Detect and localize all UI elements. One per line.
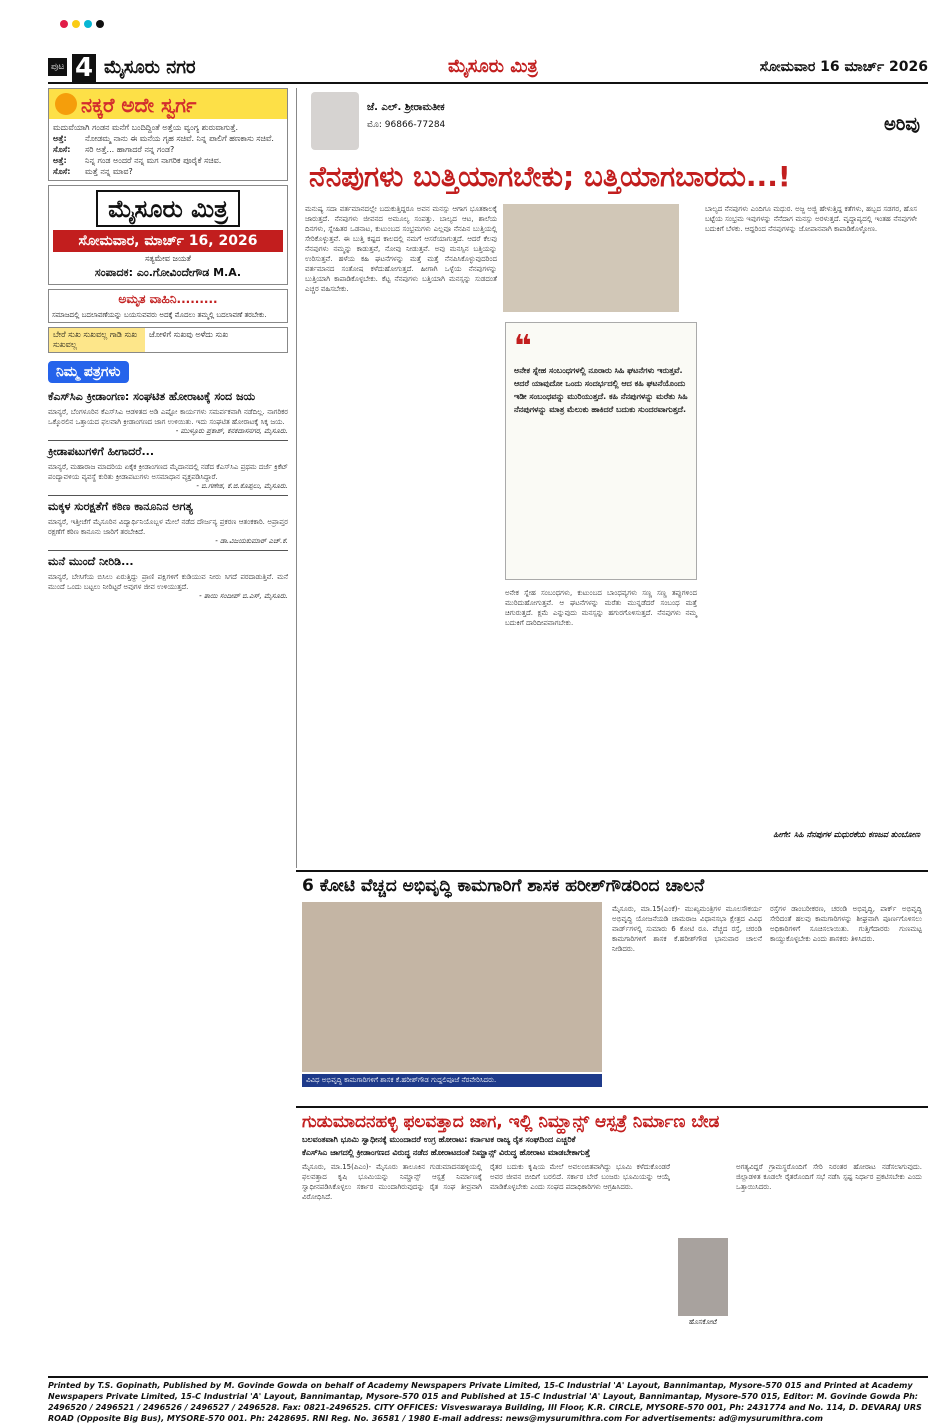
news-column-2: ರೈತರ ಬದುಕು ಕೃಷಿಯ ಮೇಲೆ ಅವಲಂಬಿತವಾಗಿದ್ದು ಭೂಮಿ ಕಳೆದುಕೊಂಡರೆ ಅವರ ಜೀವನ ಬೀದಿಗೆ ಬರಲಿದೆ. ಸರ್ಕಾರ ಬೇರೆ ಬಂಜರು ಭೂಮಿಯನ್ನು ಆಯ್ಕೆ ಮಾಡಿಕೊಳ್ಳಬೇಕು ಎಂದು ಸಂಘದ ಪದಾಧಿಕಾರಿಗಳು ಆಗ್ರಹಿಸಿದರು. (490, 1163, 670, 1191)
letter-signature: - ಬಿ.ಗಣೇಶ, ಕೆ.ಜಿ.ಕೊಪ್ಪಲು, ಮೈಸೂರು. (196, 482, 288, 490)
feature-closing: ಹೀಗೇ: ಸಿಹಿ ನೆನಪುಗಳ ಮಧುರಕೆಯ ಕಣಜವ ತುಂಬೋಣ (773, 830, 920, 839)
dialogue-line: ಸೊಸೆ: ಸರಿ ಅತ್ತೆ... ಹಾಗಾದರೆ ನನ್ನ ಗಂಡ? (53, 145, 175, 154)
cartoon-box-header (49, 89, 287, 119)
divider (48, 550, 288, 551)
page-tag: ಪುಟ (48, 58, 67, 76)
page-number: 4 (72, 54, 96, 82)
news-column-1: ಮೈಸೂರು, ಮಾ.15(ಪಿಎಂ)- ಮೈಸೂರು ತಾಲೂಕಿನ ಗುಡುಮಾದನಹಳ್ಳಿಯಲ್ಲಿ ಫಲವತ್ತಾದ ಕೃಷಿ ಭೂಮಿಯನ್ನು ನಿಮ್ಹಾನ್ಸ್ ಆಸ್ಪತ್ರೆ ನಿರ್ಮಾಣಕ್ಕೆ ಸ್ವಾಧೀನಪಡಿಸಿಕೊಳ್ಳಲು ಸರ್ಕಾರ ಮುಂದಾಗಿರುವುದನ್ನು ರೈತ ಸಂಘ ತೀವ್ರವಾಗಿ ವಿರೋಧಿಸಿದೆ. (302, 1163, 482, 1201)
feature-column-2: ಅನೇಕ ಸ್ನೇಹ ಸಂಬಂಧಗಳು, ಕುಟುಂಬದ ಬಾಂಧವ್ಯಗಳು ಸಣ್ಣ ಸಣ್ಣ ತಪ್ಪುಗಳಿಂದ ಮುರಿದುಹೋಗುತ್ತವೆ. ಆ ಘಟನೆಗಳನ್ನು ಮರೆತು ಮುನ್ನಡೆದರೆ ಸಂಬಂಧ ಮತ್ತೆ ಚಿಗುರುತ್ತದೆ. ಕ್ಷಮೆ ಎನ್ನುವುದು ಮನಸ್ಸನ್ನು ಹಗುರಗೊಳಿಸುತ್ತದೆ. ನೆನಪುಗಳು ನಮ್ಮ ಬದುಕಿಗೆ ದಾರಿದೀಪವಾಗಬೇಕು. (505, 589, 697, 627)
section-title: ಮೈಸೂರು ನಗರ (104, 57, 196, 78)
news-article-development (296, 870, 928, 1100)
dialogue-line: ಅತ್ತೆ: ನೋಡಮ್ಮ ನಾನು ಈ ಮನೆಯ ಗೃಹ ಸಚಿವೆ. ನಿನ್ನ ಪಾಲಿಗೆ ಹಣಕಾಸು ಸಚಿವೆ. (53, 134, 274, 143)
family-photo (503, 204, 679, 312)
letter-body: ಮಾನ್ಯರೆ, ಬೆಂಗಳೂರಿನ ಕೆಎಸ್‌ಸಿಎ ಆಡಳಿತದ ಅಡಿ ಎಷ್ಟೋ ಕಾರ್ಯಗಳು ಸಮರ್ಪಕವಾಗಿ ನಡೆದಿಲ್ಲ. ನಾಗರಿಕರ ಒಕ್ಕೊರಲಿನ ಒತ್ತಾಯದ ಫಲವಾಗಿ ಕ್ರೀಡಾಂಗಣದ ಜಾಗ ಉಳಿಯಿತು. ಇದು ಸಂಘಟಿತ ಹೋರಾಟಕ್ಕೆ ಸಿಕ್ಕ ಜಯ. (48, 408, 288, 426)
pull-quote (505, 322, 697, 580)
dialogue-line: ಸೊಸೆ: ಮತ್ತೆ ನನ್ನ ಮಾವ? (53, 167, 133, 176)
letter-item (48, 500, 288, 546)
proverb-strip (48, 327, 288, 353)
quote-mark-icon: ❝ (514, 329, 532, 364)
news-article-nimhans (296, 1106, 928, 1372)
registration-mark (96, 20, 104, 28)
letter-body: ಮಾನ್ಯರೆ, ಮಹಾರಾಜ ಮಾದರಿಯ ಏಕೈಕ ಕ್ರೀಡಾಂಗಣದ ಮೈದಾನದಲ್ಲಿ ನಡೆದ ಕೆಎಸ್‌ಸಿಎ ಪ್ರಥಮ ದರ್ಜೆ ಕ್ರಿಕೆಟ್ ಪಂದ್ಯಾವಳಿಯ ವ್ಯವಸ್ಥೆ ಕುರಿತು ಕ್ರೀಡಾಪಟುಗಳು ಅಸಮಾಧಾನ ವ್ಯಕ್ತಪಡಿಸಿದ್ದಾರೆ. (48, 463, 288, 481)
left-column (48, 88, 288, 601)
letter-title: ಕೆಎಸ್‌ಸಿಎ ಕ್ರೀಡಾಂಗಣ: ಸಂಘಟಿತ ಹೋರಾಟಕ್ಕೆ ಸಂದ ಜಯ (48, 390, 256, 403)
letter-body: ಮಾನ್ಯರೆ, ಬೇಸಿಗೆಯ ಬಿಸಿಲು ಏರುತ್ತಿದ್ದು ಪ್ರಾಣಿ ಪಕ್ಷಿಗಳಿಗೆ ಕುಡಿಯುವ ನೀರು ಸಿಗದೆ ಪರದಾಡುತ್ತಿವೆ. ಮನೆ ಮುಂದೆ ಒಂದು ಬಟ್ಟಲು ನೀರಿಟ್ಟರೆ ಅವುಗಳ ಜೀವ ಉಳಿಯುತ್ತದೆ. (48, 573, 288, 591)
person-photo (678, 1238, 728, 1316)
letter-title: ಮನೆ ಮುಂದೆ ನೀರಿಡಿ... (48, 555, 134, 568)
cartoon-box (48, 88, 288, 181)
registration-mark (84, 20, 92, 28)
paper-logo: ಮೈಸೂರು ಮಿತ್ರ (448, 56, 538, 77)
masthead-logo: ಮೈಸೂರು ಮಿತ್ರ (96, 190, 240, 227)
letters-section-title: ನಿಮ್ಮ ಪತ್ರಗಳು (48, 361, 129, 383)
news-photo-caption: ವಿವಿಧ ಅಭಿವೃದ್ಧಿ ಕಾಮಗಾರಿಗಳಿಗೆ ಶಾಸಕ ಕೆ.ಹರೀಶ್‌ಗೌಡ ಗುದ್ದಲಿಪೂಜೆ ನೆರವೇರಿಸಿದರು. (302, 1074, 602, 1087)
masthead-tagline: ಸತ್ಯಮೇವ ಜಯತೆ (144, 254, 191, 263)
news-subhead: ಬಲವಂತವಾಗಿ ಭೂಮಿ ಸ್ವಾಧೀನಕ್ಕೆ ಮುಂದಾದರೆ ಉಗ್ರ ಹೋರಾಟ: ಕರ್ನಾಟಕ ರಾಜ್ಯ ರೈತ ಸಂಘದಿಂದ ಎಚ್ಚರಿಕೆ (302, 1135, 576, 1144)
page-masthead (48, 54, 928, 84)
news-photo (302, 902, 602, 1072)
registration-mark (72, 20, 80, 28)
news-headline: 6 ಕೋಟಿ ವೆಚ್ಚದ ಅಭಿವೃದ್ಧಿ ಕಾಮಗಾರಿಗೆ ಶಾಸಕ ಹರೀಶ್‌ಗೌಡರಿಂದ ಚಾಲನೆ (302, 876, 705, 896)
masthead-date: ಸೋಮವಾರ, ಮಾರ್ಚ್ 16, 2026 (53, 230, 283, 252)
cartoon-box-title: ನಕ್ಕರೆ ಅದೇ ಸ್ವರ್ಗ (81, 93, 197, 117)
news-column-2: ರಸ್ತೆಗಳ ಡಾಂಬರೀಕರಣ, ಚರಂಡಿ ಅಭಿವೃದ್ಧಿ, ಪಾರ್ಕ್ ಅಭಿವೃದ್ಧಿ ಸೇರಿದಂತೆ ಹಲವು ಕಾಮಗಾರಿಗಳನ್ನು ಶೀಘ್ರವಾಗಿ ಪೂರ್ಣಗೊಳಿಸಲು ಅಧಿಕಾರಿಗಳಿಗೆ ಸೂಚಿಸಲಾಯಿತು. ಗುತ್ತಿಗೆದಾರರು ಗುಣಮಟ್ಟ ಕಾಯ್ದುಕೊಳ್ಳಬೇಕು ಎಂದು ಶಾಸಕರು ತಿಳಿಸಿದರು. (770, 905, 922, 943)
proverb-left: ಬೇರೆ ಸುಖ ಸುಖವಲ್ಲ ಗಾಡಿ ಸುಖ ಸುಖವಲ್ಲ (49, 328, 145, 352)
letter-title: ಮಕ್ಕಳ ಸುರಕ್ಷತೆಗೆ ಕಠಿಣ ಕಾನೂನಿನ ಅಗತ್ಯ (48, 500, 193, 513)
proverb-right: ಜೋಳಿಗೆ ಸುಖವು ಅಳೆದು ಸುಖ (149, 330, 229, 339)
page-date: ಸೋಮವಾರ 16 ಮಾರ್ಚ್ 2026 (759, 59, 928, 75)
news-column-3: ಅಗತ್ಯವಿದ್ದರೆ ಗ್ರಾಮಸ್ಥರೊಂದಿಗೆ ಸೇರಿ ನಿರಂತರ ಹೋರಾಟ ನಡೆಸಲಾಗುವುದು. ಜಿಲ್ಲಾಡಳಿತ ಕೂಡಲೇ ರೈತರೊಂದಿಗೆ ಸಭೆ ನಡೆಸಿ ಸ್ಪಷ್ಟ ನಿರ್ಧಾರ ಪ್ರಕಟಿಸಬೇಕು ಎಂದು ಒತ್ತಾಯಿಸಿದರು. (736, 1163, 922, 1191)
letter-item (48, 445, 288, 491)
cartoon-intro: ಮದುವೆಯಾಗಿ ಗಂಡನ ಮನೆಗೆ ಬಂದಿದ್ದಿಂತೆ ಅತ್ತೆಯ ವ್ಯಂಗ್ಯ ಶುರುವಾಗುತ್ತೆ. (53, 123, 238, 132)
letter-signature: - ತಾಯಿ ಸಂದೀಪ್ ಬಿ.ಎಸ್, ಮೈಸೂರು. (199, 592, 288, 600)
feature-column-1: ಮನುಷ್ಯ ಸದಾ ವರ್ತಮಾನದಲ್ಲೇ ಬದುಕುತ್ತಿದ್ದರೂ ಅವನ ಮನಸ್ಸು ಆಗಾಗ ಭೂತಕಾಲಕ್ಕೆ ಜಾರುತ್ತದೆ. ನೆನಪುಗಳು ಜೀವನದ ಅಮೂಲ್ಯ ಸಂಪತ್ತು. ಬಾಲ್ಯದ ಆಟ, ಶಾಲೆಯ ದಿನಗಳು, ಸ್ನೇಹಿತರ ಒಡನಾಟ, ಕುಟುಂಬದ ಸಂಭ್ರಮಗಳು ಎಲ್ಲವೂ ನೆನಪಿನ ಬುತ್ತಿಯಲ್ಲಿ ಸೇರಿಕೊಳ್ಳುತ್ತವೆ. ಈ ಬುತ್ತಿ ಕಷ್ಟದ ಕಾಲದಲ್ಲಿ ನಮಗೆ ಆಸರೆಯಾಗುತ್ತದೆ. ಆದರೆ ಕೆಲವು ನೆನಪುಗಳು ನಮ್ಮನ್ನು ಕಾಡುತ್ತವೆ, ನೋವು ನೀಡುತ್ತವೆ. ಅವು ಮನಸ್ಸಿನ ಬತ್ತಿಯನ್ನು ಉರಿಸುತ್ತವೆ. ಹಳೆಯ ಕಹಿ ಘಟನೆಗಳನ್ನು ಮತ್ತೆ ಮತ್ತೆ ನೆನಪಿಸಿಕೊಳ್ಳುವುದರಿಂದ ವರ್ತಮಾನದ ಸಂತೋಷ ಕಳೆದುಹೋಗುತ್ತದೆ. ಹೀಗಾಗಿ ಒಳ್ಳೆಯ ನೆನಪುಗಳನ್ನು ಬುತ್ತಿಯಾಗಿ ಕಾಪಾಡಿಕೊಳ್ಳಬೇಕು. ಕೆಟ್ಟ ನೆನಪುಗಳು ಬತ್ತಿಯಾಗಿ ಮನಸ್ಸನ್ನು ಸುಡದಂತೆ ಎಚ್ಚರ ವಹಿಸಬೇಕು. (305, 205, 497, 293)
letter-signature: - ಮುಳ್ಳೂರು ಪ್ರಕಾಶ್, ಕನಕದಾಸನಗರ, ಮೈಸೂರು. (175, 427, 288, 435)
feature-headline: ನೆನಪುಗಳು ಬುತ್ತಿಯಾಗಬೇಕು; ಬತ್ತಿಯಾಗಬಾರದು...! (309, 160, 791, 193)
letter-signature: - ಡಾ.ವಿಜಯಕುಮಾರ್ ಎಚ್.ಕೆ. (215, 537, 288, 545)
feature-article (296, 88, 928, 868)
news-column-1: ಮೈಸೂರು, ಮಾ.15(ಎಂಕೆ)- ಮುಖ್ಯಮಂತ್ರಿಗಳ ಮೂಲಸೌಕರ್ಯ ಅಭಿವೃದ್ಧಿ ಯೋಜನೆಯಡಿ ಚಾಮರಾಜ ವಿಧಾನಸಭಾ ಕ್ಷೇತ್ರದ ವಿವಿಧ ವಾರ್ಡ್‌ಗಳಲ್ಲಿ ಸುಮಾರು 6 ಕೋಟಿ ರೂ. ವೆಚ್ಚದ ರಸ್ತೆ, ಚರಂಡಿ ಕಾಮಗಾರಿಗಳಿಗೆ ಶಾಸಕ ಕೆ.ಹರೀಶ್‌ಗೌಡ ಭಾನುವಾರ ಚಾಲನೆ ನೀಡಿದರು. (612, 905, 762, 953)
laughing-face-icon (55, 93, 77, 115)
author-name: ಜೆ. ಎಲ್. ಶ್ರೀರಾಮತೀಕ (367, 102, 445, 113)
registration-mark (60, 20, 68, 28)
news-headline: ಗುಡುಮಾದನಹಳ್ಳಿ ಫಲವತ್ತಾದ ಜಾಗ, ಇಲ್ಲಿ ನಿಮ್ಹಾನ್ಸ್ ಆಸ್ಪತ್ರೆ ನಿರ್ಮಾಣ ಬೇಡ (302, 1112, 720, 1132)
amrita-text: ಸಮಾಜದಲ್ಲಿ ಬದಲಾವಣೆಯನ್ನು ಬಯಸುವವರು ಅದಕ್ಕೆ ಮೊದಲು ತಮ್ಮಲ್ಲಿ ಬದಲಾವಣೆ ತರಬೇಕು. (52, 311, 267, 319)
letter-body: ಮಾನ್ಯರೆ, ಇತ್ತೀಚೆಗೆ ಮೈಸೂರಿನ ವಿದ್ಯಾರ್ಥಿನಿಯೊಬ್ಬಳ ಮೇಲೆ ನಡೆದ ದೌರ್ಜನ್ಯ ಪ್ರಕರಣ ಆತಂಕಕಾರಿ. ಅಪ್ರಾಪ್ತರ ರಕ್ಷಣೆಗೆ ಕಠಿಣ ಕಾನೂನು ಜಾರಿಗೆ ತರಬೇಕಿದೆ. (48, 518, 288, 536)
pull-quote-text: ಅನೇಕ ಸ್ನೇಹ ಸಂಬಂಧಗಳಲ್ಲಿ ನೂರಾರು ಸಿಹಿ ಘಟನೆಗಳು ಇರುತ್ತವೆ. ಆದರೆ ಯಾವುದೋ ಒಂದು ಸಂದರ್ಭದಲ್ಲಿ ಆದ ಕಹಿ ಘಟನೆಯೊಂದು ಇಡೀ ಸಂಬಂಧವನ್ನು ಮುರಿಯುತ್ತದೆ. ಕಹಿ ನೆನಪುಗಳನ್ನು ಮರೆತು ಸಿಹಿ ನೆನಪುಗಳನ್ನು ಮಾತ್ರ ಮೆಲುಕು ಹಾಕಿದರೆ ಬದುಕು ಸುಂದರವಾಗುತ್ತದೆ. (514, 366, 688, 414)
author-photo (311, 92, 359, 150)
column-tag: ಅರಿವು (883, 114, 920, 135)
letter-item (48, 555, 288, 601)
amrita-box (48, 289, 288, 323)
divider (48, 440, 288, 441)
imprint-footer: Printed by T.S. Gopinath, Published by M. Govinde Gowda on behalf of Academy Newspapers Private Limited, 15-C Industrial 'A' Layout, Bannimantap, Mysore-570 015 and Printed at Academy Newspapers Private Limited, 15-C Industrial 'A' Layout, Bannimantap, Mysore-570 015 and Published at 15-C Industrial 'A' Layout, Bannimantap, Mysore-570 015, Editor: M. Govinde Gowda Ph: 2496520 / 2496521 / 2496526 / 2496527 / 2496528. Fax: 0821-2496525. CITY OFFICES: Visveswaraya Building, III Floor, K.R. CIRCLE, MYSORE-570 001, Ph: 2431774 and No. 114, D. DEVARAJ URS ROAD (Opposite Big Bus), MYSORE-570 001. Ph: 2428695. RNI Reg. No. 36581 / 1980 E-mail address: news@mysurumithra.com For advertisements: ad@mysurumithra.com (48, 1376, 928, 1424)
divider (48, 495, 288, 496)
cartoon-box-body (49, 119, 287, 180)
person-photo-label: ಹೊಸಕೋಟೆ (688, 1318, 718, 1326)
letter-title: ಕ್ರೀಡಾಪಟುಗಳಿಗೆ ಹೀಗಾದರೆ... (48, 445, 155, 458)
feature-column-3: ಬಾಲ್ಯದ ನೆನಪುಗಳು ಎಂದಿಗೂ ಮಧುರ. ಅಜ್ಜ ಅಜ್ಜಿ ಹೇಳುತ್ತಿದ್ದ ಕತೆಗಳು, ಹಬ್ಬದ ಸಡಗರ, ಹೊಸ ಬಟ್ಟೆಯ ಸಂಭ್ರಮ ಇವುಗಳನ್ನು ನೆನೆದಾಗ ಮನಸ್ಸು ಅರಳುತ್ತದೆ. ವೃದ್ಧಾಪ್ಯದಲ್ಲಿ ಇಂತಹ ನೆನಪುಗಳೇ ಬದುಕಿಗೆ ಬೆಳಕು. ಆದ್ದರಿಂದ ನೆನಪುಗಳನ್ನು ಜೋಪಾನವಾಗಿ ಕಾಪಾಡಿಕೊಳ್ಳೋಣ. (705, 205, 917, 233)
masthead-editor: ಸಂಪಾದಕ: ಎಂ.ಗೋವಿಂದೇಗೌಡ M.A. (94, 266, 242, 279)
author-block (305, 90, 635, 152)
author-phone: ಮೊ: 96866-77284 (367, 120, 446, 130)
dialogue-line: ಅತ್ತೆ: ನಿನ್ನ ಗಂಡ ಅಂದರೆ ನನ್ನ ಮಗ ನಾಗರಿಕ ಪೂರೈಕೆ ಸಚಿವ. (53, 156, 222, 165)
news-subhead: ಕೆಎಸ್‌ಸಿಎ ಜಾಗದಲ್ಲಿ ಕ್ರೀಡಾಂಗಣದ ವಿರುದ್ಧ ನಡೆದ ಹೋರಾಟದಂತೆ ನಿಮ್ಹಾನ್ಸ್ ವಿರುದ್ಧ ಹೋರಾಟ ಮಾಡಬೇಕಾಗುತ್ತೆ (302, 1148, 590, 1157)
letter-item (48, 390, 288, 436)
masthead-box (48, 185, 288, 285)
amrita-title: ಅಮೃತ ವಾಹಿನಿ......... (118, 292, 218, 306)
